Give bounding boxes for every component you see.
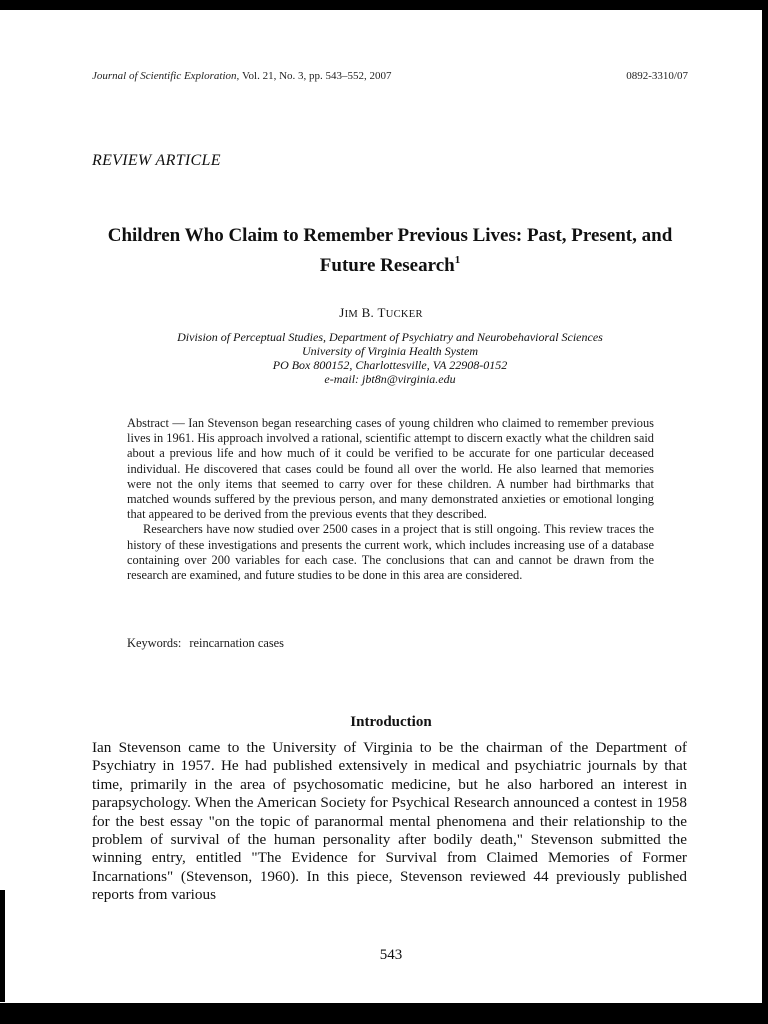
introduction-body: Ian Stevenson came to the University of Virginia to be the chairman of the Department of Psychiatry in 1957. He had published extensively in medical and psychiatric journals by that time, primarily in the area of psychosomatic medicine, but he also harbored an interest in parapsychology. When the American Society for Psychical Research announced a contest in 1958 for the best essay "on the topic of paranormal mental phenomena and their relationship to the problem of survival of the human personality after bodily death," Stevenson submitted the winning entry, entitled "The Evidence for Survival from Claimed Memories of Former Incarnations" (Stevenson, 1960). In this piece, Stevenson reviewed 44 previously published reports from various (92, 739, 687, 904)
keywords (127, 636, 284, 651)
section-label: REVIEW ARTICLE (92, 152, 221, 169)
abstract-paragraph-1: Abstract — Ian Stevenson began researching cases of young children who claimed to remember previous lives in 1961. His approach involved a rational, scientific attempt to discern exactly what the children said about a previous life and how much of it could be verified to be accurate for one particular deceased individual. He discovered that cases could be found all over the world. He also learned that memories were not the only items that seemed to carry over for these children. A number had birthmarks that matched wounds suffered by the previous person, and many demonstrated anxieties or emotional longing that appeared to be derived from the previous events that they described. (127, 416, 654, 522)
author-first-rest: IM (344, 309, 359, 320)
scan-edge-bar (0, 890, 5, 1002)
abstract (127, 416, 654, 583)
abstract-paragraph-2: Researchers have now studied over 2500 cases in a project that is still ongoing. This review traces the history of these investigations and presents the current work, which includes increasing use of a database containing over 200 variables for each case. The conclusions that can and cannot be drawn from the research are examined, and future studies to be done in this area are considered. (127, 522, 654, 583)
affiliation (80, 330, 700, 386)
affiliation-line-2: University of Virginia Health System (302, 344, 478, 358)
page-number: 543 (379, 947, 403, 963)
journal-name: Journal of Scientific Exploration, (92, 70, 240, 82)
author-first-initial: J (339, 305, 345, 320)
keywords-label: Keywords: (127, 636, 182, 650)
author-name (0, 305, 762, 321)
journal-reference (92, 70, 392, 82)
introduction-heading: Introduction (350, 714, 432, 730)
article-title (80, 224, 700, 278)
affiliation-line-3: PO Box 800152, Charlottesville, VA 22908-0152 (272, 358, 508, 372)
affiliation-email: e-mail: jbt8n@virginia.edu (324, 372, 456, 386)
issn: 0892-3310/07 (626, 70, 688, 82)
volume-info: Vol. 21, No. 3, pp. 543–552, 2007 (242, 70, 392, 82)
title-text: Children Who Claim to Remember Previous Lives: Past, Present, and Future Research (107, 225, 673, 276)
title-footnote-marker: 1 (454, 254, 461, 266)
document-page (0, 10, 762, 1003)
keywords-value: reincarnation cases (189, 636, 284, 650)
author-last-initial: T (377, 305, 386, 320)
author-last-rest: UCKER (385, 309, 423, 320)
author-middle: B. (361, 305, 375, 320)
affiliation-line-1: Division of Perceptual Studies, Department of Psychiatry and Neurobehavioral Sciences (177, 330, 603, 344)
